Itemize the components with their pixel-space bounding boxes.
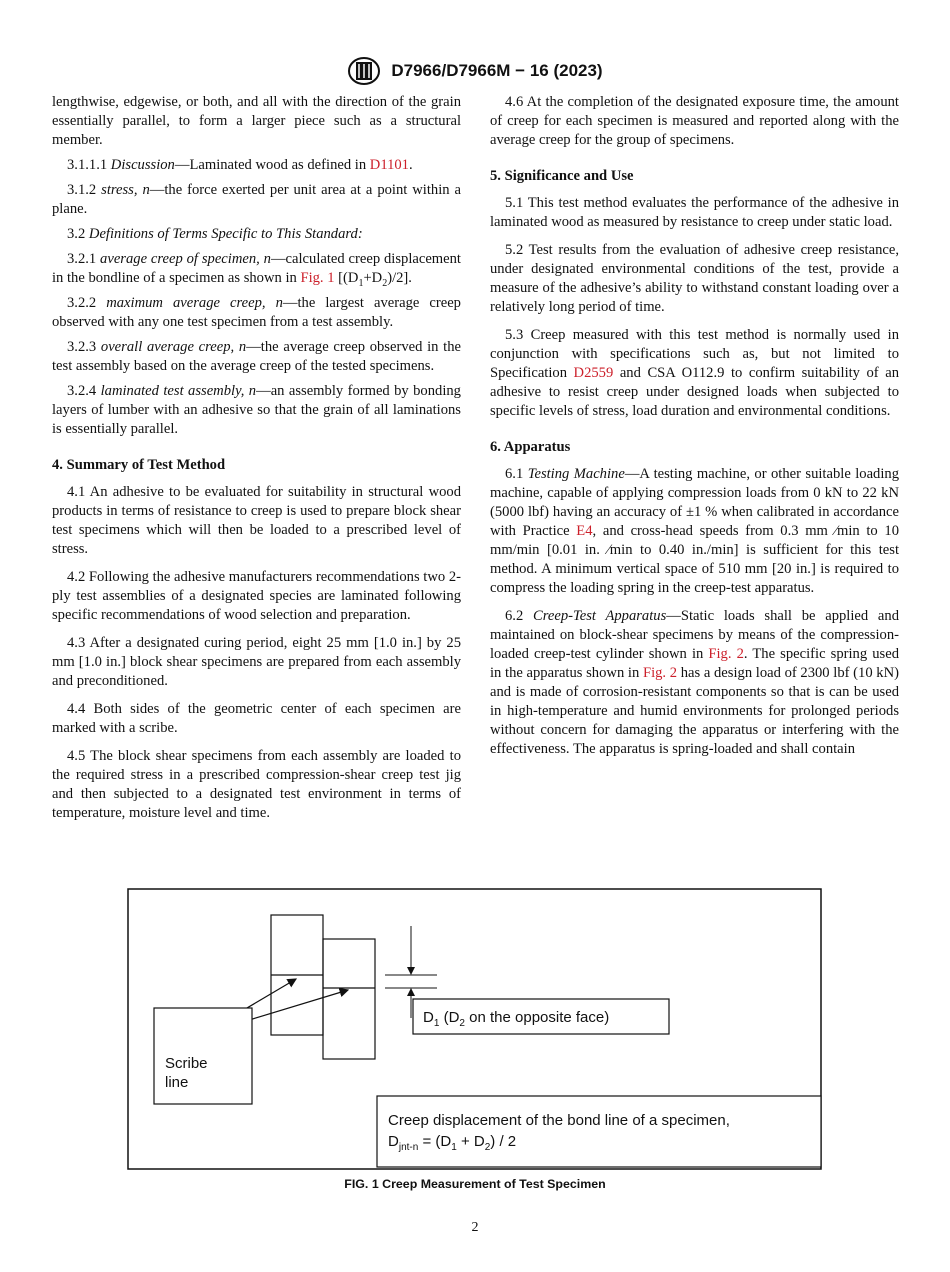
paragraph-continuation: lengthwise, edgewise, or both, and all with the direction of the grain essentially parallel, to form a larger piece such as a structural member. (52, 94, 461, 148)
specimen-block-right (323, 939, 375, 1059)
scribe-label-line2: line (165, 1074, 189, 1091)
paragraph-3-1-2: 3.1.2 stress, n—the force exerted per unit area at a point within a plane. (52, 182, 461, 217)
section-heading-6: 6. Apparatus (490, 439, 571, 455)
page-header (0, 56, 950, 86)
paragraph-5-1: 5.1 This test method evaluates the performance of the adhesive in laminated wood as measured by resistance to creep under static load. (490, 195, 899, 230)
standard-code: D7966/D7966M − 16 (2023) (391, 61, 603, 80)
paragraph-3-2-3: 3.2.3 overall average creep, n—the average creep observed in the test assembly based on the average creep of the tested specimens. (52, 339, 461, 374)
figure-1-diagram (127, 888, 822, 1170)
creep-formula-line2: $D_{jnt-n} = (D_1 + D_2) / 2$ (388, 1133, 517, 1153)
paragraph-4-4: 4.4 Both sides of the geometric center of each specimen are marked with a scribe. (52, 701, 461, 736)
paragraph-4-1: 4.1 An adhesive to be evaluated for suitability in structural wood products in terms of resistance to creep is used to prepare block shear test specimens which will then be loaded to a prescribed level of stress. (52, 484, 461, 557)
ref-fig2-link[interactable]: Fig. 2 (708, 646, 744, 662)
ref-fig2-link-2[interactable]: Fig. 2 (642, 665, 678, 681)
paragraph-3-2: 3.2 Definitions of Terms Specific to This Standard: (67, 226, 363, 242)
paragraph-3-2-4: 3.2.4 laminated test assembly, n—an assembly formed by bonding layers of lumber with an adhesive so that the grain of all laminations is essentially parallel. (52, 383, 461, 437)
astm-logo-icon (347, 56, 381, 86)
paragraph-4-5: 4.5 The block shear specimens from each assembly are loaded to the required stress in a prescribed compression-shear creep test jig and then subjected to a designated test environment in terms of temperature, moisture level and time. (52, 748, 461, 821)
ref-d1101-link[interactable]: D1101 (369, 157, 409, 173)
paragraph-5-3: 5.3 Creep measured with this test method is normally used in conjunction with specifications such as, but not limited to Specification D2559 and CSA O112.9 to confirm suitability of an adhesive to resist creep under designed loads when subjected to specific levels of stress, load duration and environmental conditions. (490, 327, 899, 419)
page-number: 2 (471, 1220, 479, 1235)
ref-fig1-link[interactable]: Fig. 1 (300, 270, 335, 286)
paragraph-6-1: 6.1 Testing Machine—A testing machine, or other suitable loading machine, capable of applying compression loads from 0 kN to 22 kN (5000 lbf) having an accuracy of ±1 % when calibrated in accordance with Practice E4, and cross-head speeds from 0.3 mm ⁄min to 10 mm/min [0.01 in. ⁄min to 0.40 in./min] is sufficient for this test method. A minimum vertical space of 510 mm [20 in.] is required to compress the loading spring in the creep-test apparatus. (490, 466, 899, 596)
paragraph-4-2: 4.2 Following the adhesive manufacturers recommendations two 2-ply test assemblies of a designated species are laminated following specific recommendations of wood selection and preparation. (52, 569, 461, 623)
d1-label: $D_1$ ($D_2$ on the opposite face) (423, 1009, 610, 1029)
creep-formula-box (377, 1096, 821, 1167)
creep-formula-line1: Creep displacement of the bond line of a specimen, (388, 1112, 730, 1129)
section-heading-4: 4. Summary of Test Method (52, 457, 226, 473)
paragraph-4-3: 4.3 After a designated curing period, eight 25 mm [1.0 in.] by 25 mm [1.0 in.] block shear specimens are prepared from each assembly and preconditioned. (52, 635, 461, 689)
right-column (490, 93, 899, 765)
paragraph-4-6: 4.6 At the completion of the designated exposure time, the amount of creep for each specimen is measured and reported along with the average creep for the group of specimens. (490, 94, 899, 148)
scribe-label-line1: Scribe (165, 1055, 208, 1072)
section-heading-5: 5. Significance and Use (490, 168, 634, 184)
ref-e4-link[interactable]: E4 (576, 523, 593, 539)
ref-d2559-link[interactable]: D2559 (573, 365, 614, 381)
figure-caption: FIG. 1 Creep Measurement of Test Specimen (344, 1177, 606, 1191)
left-column (52, 93, 461, 829)
paragraph-3-1-1-1: 3.1.1.1 Discussion—Laminated wood as defined in D1101. (67, 157, 413, 173)
paragraph-5-2: 5.2 Test results from the evaluation of adhesive creep resistance, under designated environmental conditions of the test, provide a measure of the adhesive’s ability to withstand constant loading over a relatively long period of time. (490, 242, 899, 315)
paragraph-3-2-1: 3.2.1 average creep of specimen, n—calculated creep displacement in the bondline of a specimen as shown in Fig. 1 $[(D_1+D_2)/2]$. (52, 251, 461, 289)
paragraph-3-2-2: 3.2.2 maximum average creep, n—the largest average creep observed with any one test specimen from a test assembly. (52, 295, 461, 330)
paragraph-6-2: 6.2 Creep-Test Apparatus—Static loads shall be applied and maintained on block-shear specimens by means of the compression-loaded creep-test cylinder shown in Fig. 2. The specific spring used in the apparatus shown in Fig. 2 has a design load of 2300 lbf (10 kN) and is made of corrosion-resistant components so that is can be used in high-temperature and humid environments for prolonged periods without concern for damaging the apparatus or interfering with the effectiveness. The apparatus is spring-loaded and shall contain (490, 608, 899, 757)
